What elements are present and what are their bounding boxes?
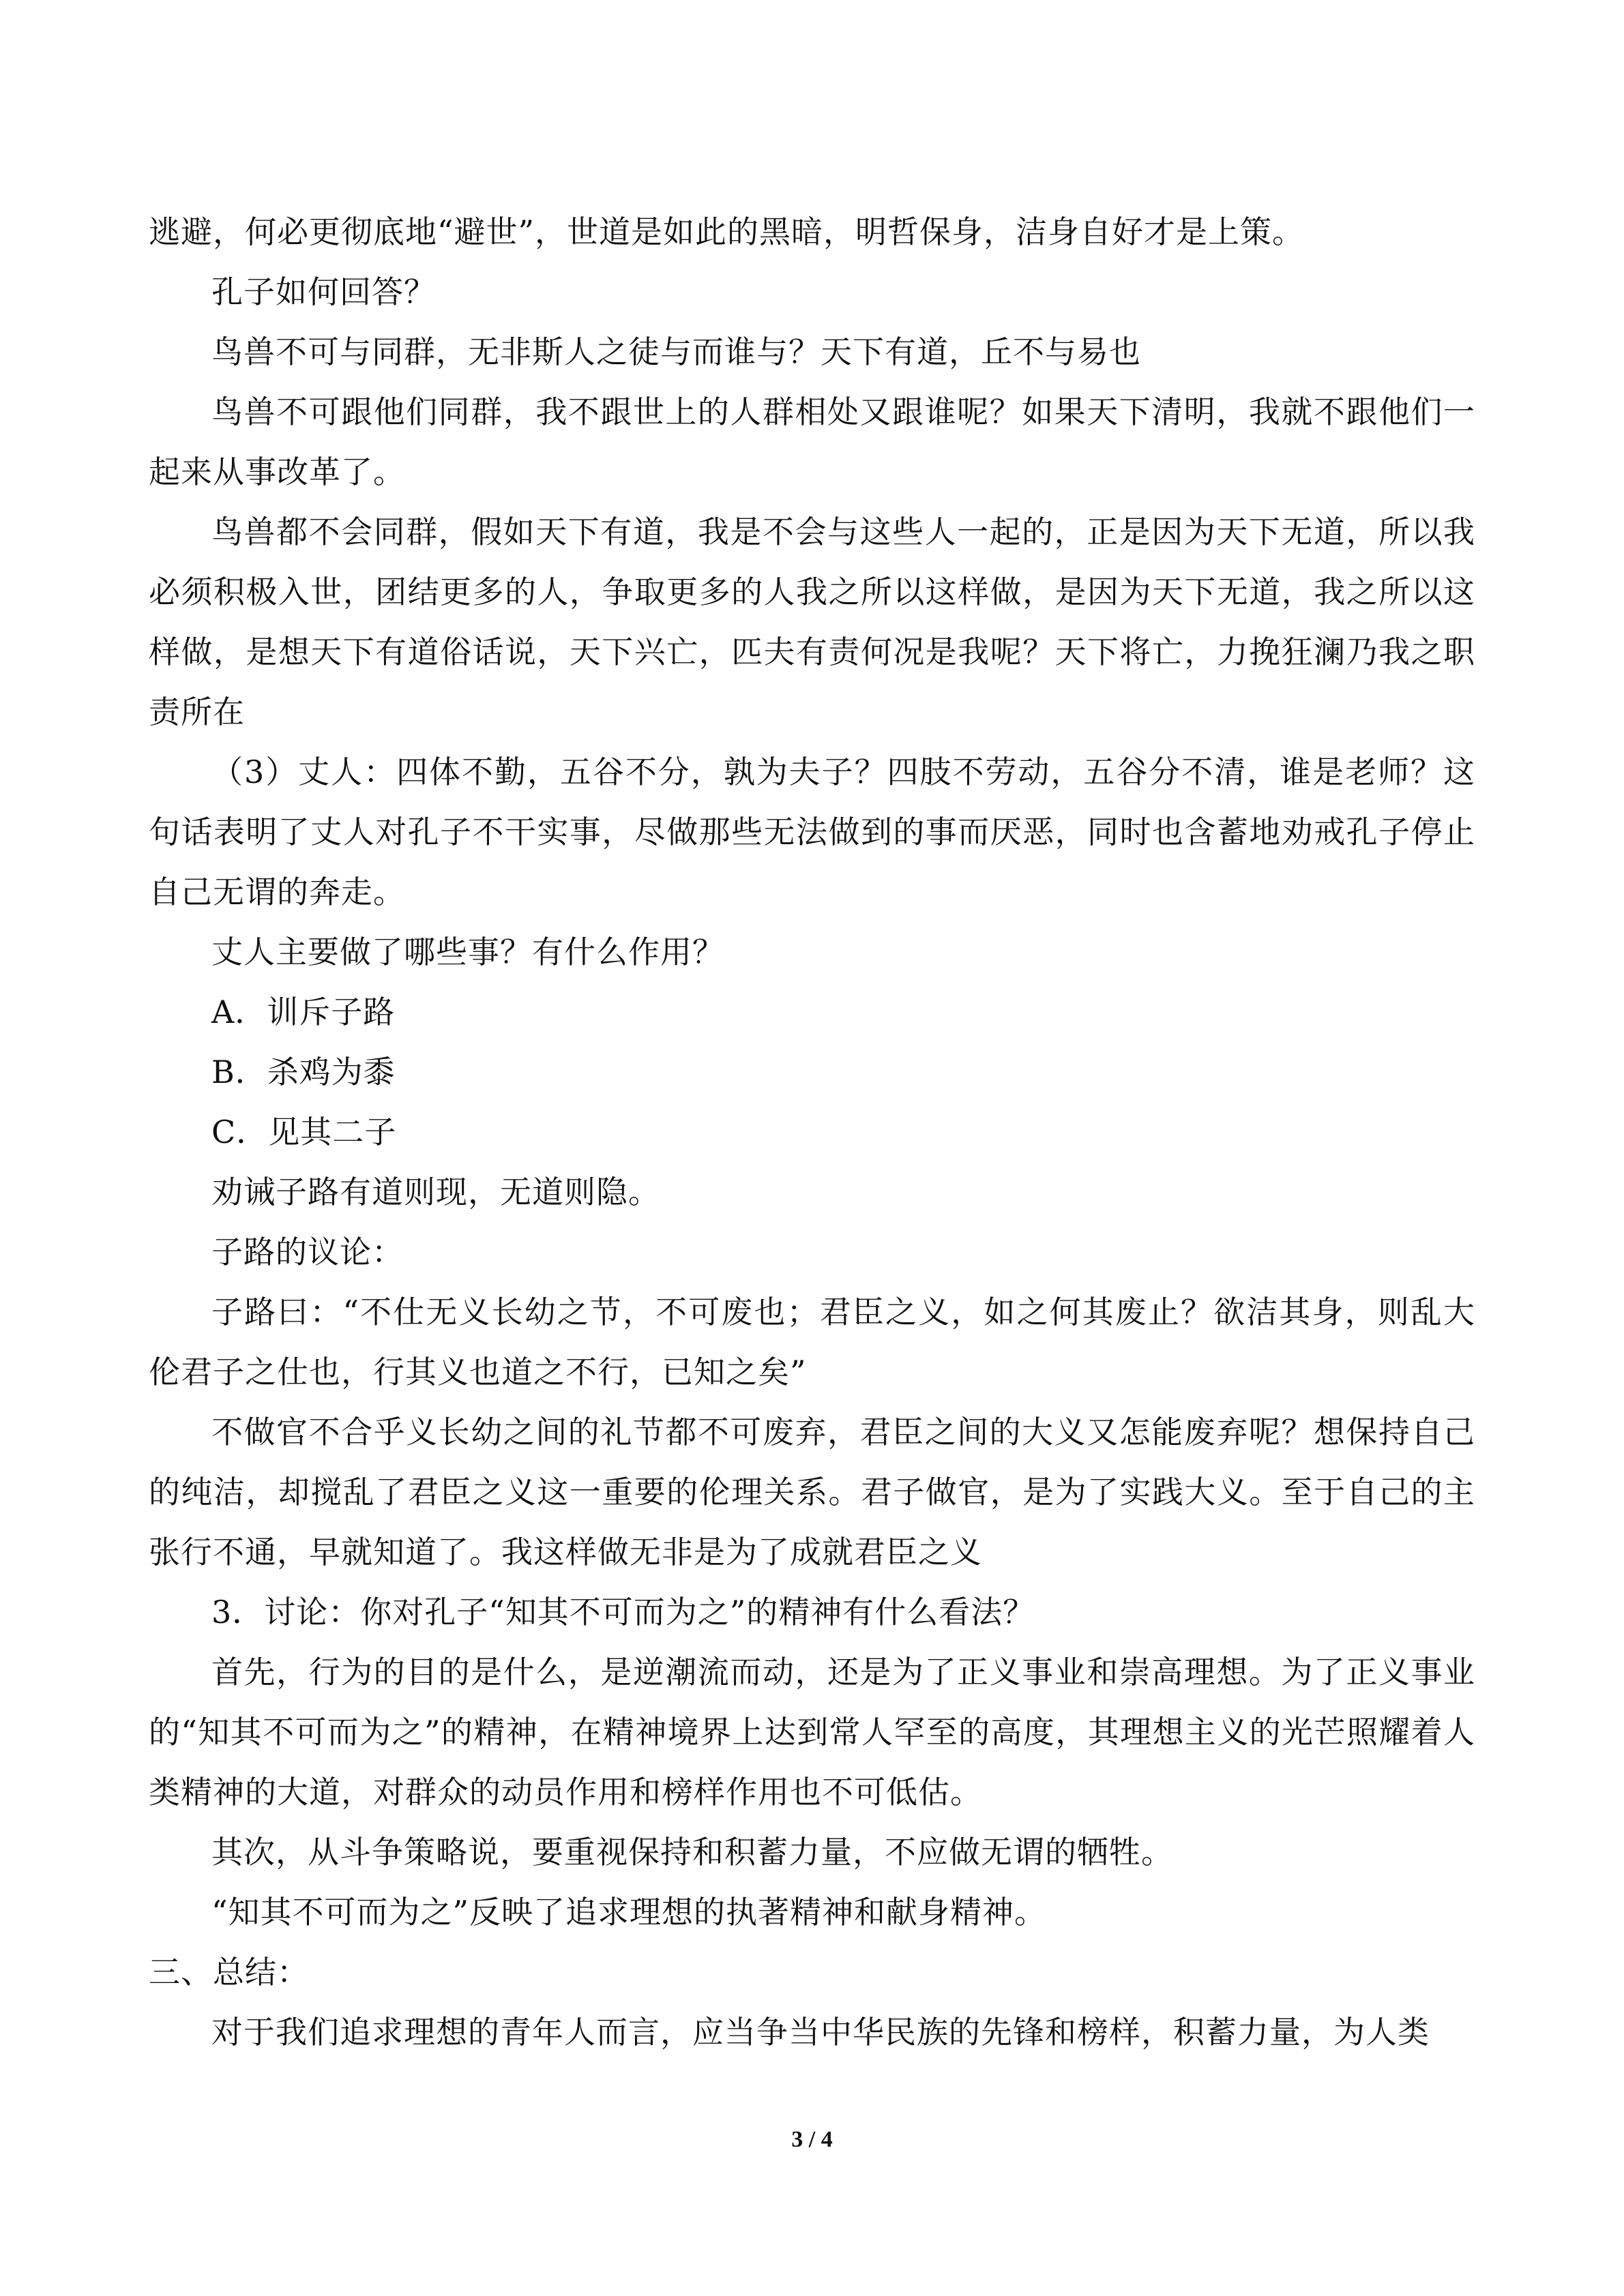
paragraph-20: 对于我们追求理想的青年人而言，应当争当中华民族的先锋和榜样，积蓄力量，为人类 [211,2014,1430,2051]
option-a: A．训斥子路 [211,994,396,1030]
page-number: 3 / 4 [791,2127,833,2152]
section-heading-summary: 三、总结： [149,1954,309,1991]
paragraph-6: （3）丈人：四体不勤，五谷不分，孰为夫子？四肢不劳动，五谷分不清，谁是老师？这句话表明了丈人对孔子不干实事，尽做那些无法做到的事而厌恶，同时也含蓄地劝戒孔子停止自己无谓的奔走。 [149,754,1475,910]
paragraph-12: 子路的议论： [211,1234,404,1270]
paragraph-11: 劝诫子路有道则现，无道则隐。 [211,1174,660,1210]
paragraph-4: 鸟兽不可跟他们同群，我不跟世上的人群相处又跟谁呢？如果天下清明，我就不跟他们一起来从事改革了。 [149,393,1475,490]
paragraph-14: 不做官不合乎义长幼之间的礼节都不可废弃，君臣之间的大义又怎能废弃呢？想保持自己的纯洁，却搅乱了君臣之义这一重要的伦理关系。君子做官，是为了实践大义。至于自己的主张行不通，早就知道了。我这样做无非是为了成就君臣之义 [149,1414,1475,1570]
paragraph-1: 逃避，何必更彻底地“避世”，世道是如此的黑暗，明哲保身，洁身自好才是上策。 [149,213,1305,250]
paragraph-18: “知其不可而为之”反映了追求理想的执著精神和献身精神。 [211,1894,1047,1930]
option-b: B．杀鸡为黍 [211,1054,396,1090]
document-body [149,202,1475,2062]
paragraph-15: 3．讨论：你对孔子“知其不可而为之”的精神有什么看法？ [211,1594,1035,1630]
paragraph-13: 子路曰：“不仕无义长幼之节，不可废也；君臣之义，如之何其废止？欲洁其身，则乱大伦君子之仕也，行其义也道之不行，已知之矣” [149,1294,1475,1390]
paragraph-5: 鸟兽都不会同群，假如天下有道，我是不会与这些人一起的，正是因为天下无道，所以我必须积极入世，团结更多的人，争取更多的人我之所以这样做，是因为天下无道，我之所以这样做，是想天下有道俗话说，天下兴亡，匹夫有责何况是我呢？天下将亡，力挽狂澜乃我之职责所在 [149,513,1475,730]
paragraph-16: 首先，行为的目的是什么，是逆潮流而动，还是为了正义事业和崇高理想。为了正义事业的“知其不可而为之”的精神，在精神境界上达到常人罕至的高度，其理想主义的光芒照耀着人类精神的大道，对群众的动员作用和榜样作用也不可低估。 [149,1654,1475,1810]
paragraph-2: 孔子如何回答？ [211,273,436,310]
paragraph-17: 其次，从斗争策略说，要重视保持和积蓄力量，不应做无谓的牺牲。 [211,1834,1173,1870]
option-c: C．见其二子 [211,1114,397,1150]
paragraph-7: 丈人主要做了哪些事？有什么作用？ [211,934,724,970]
paragraph-3: 鸟兽不可与同群，无非斯人之徒与而谁与？天下有道，丘不与易也 [211,333,1141,370]
